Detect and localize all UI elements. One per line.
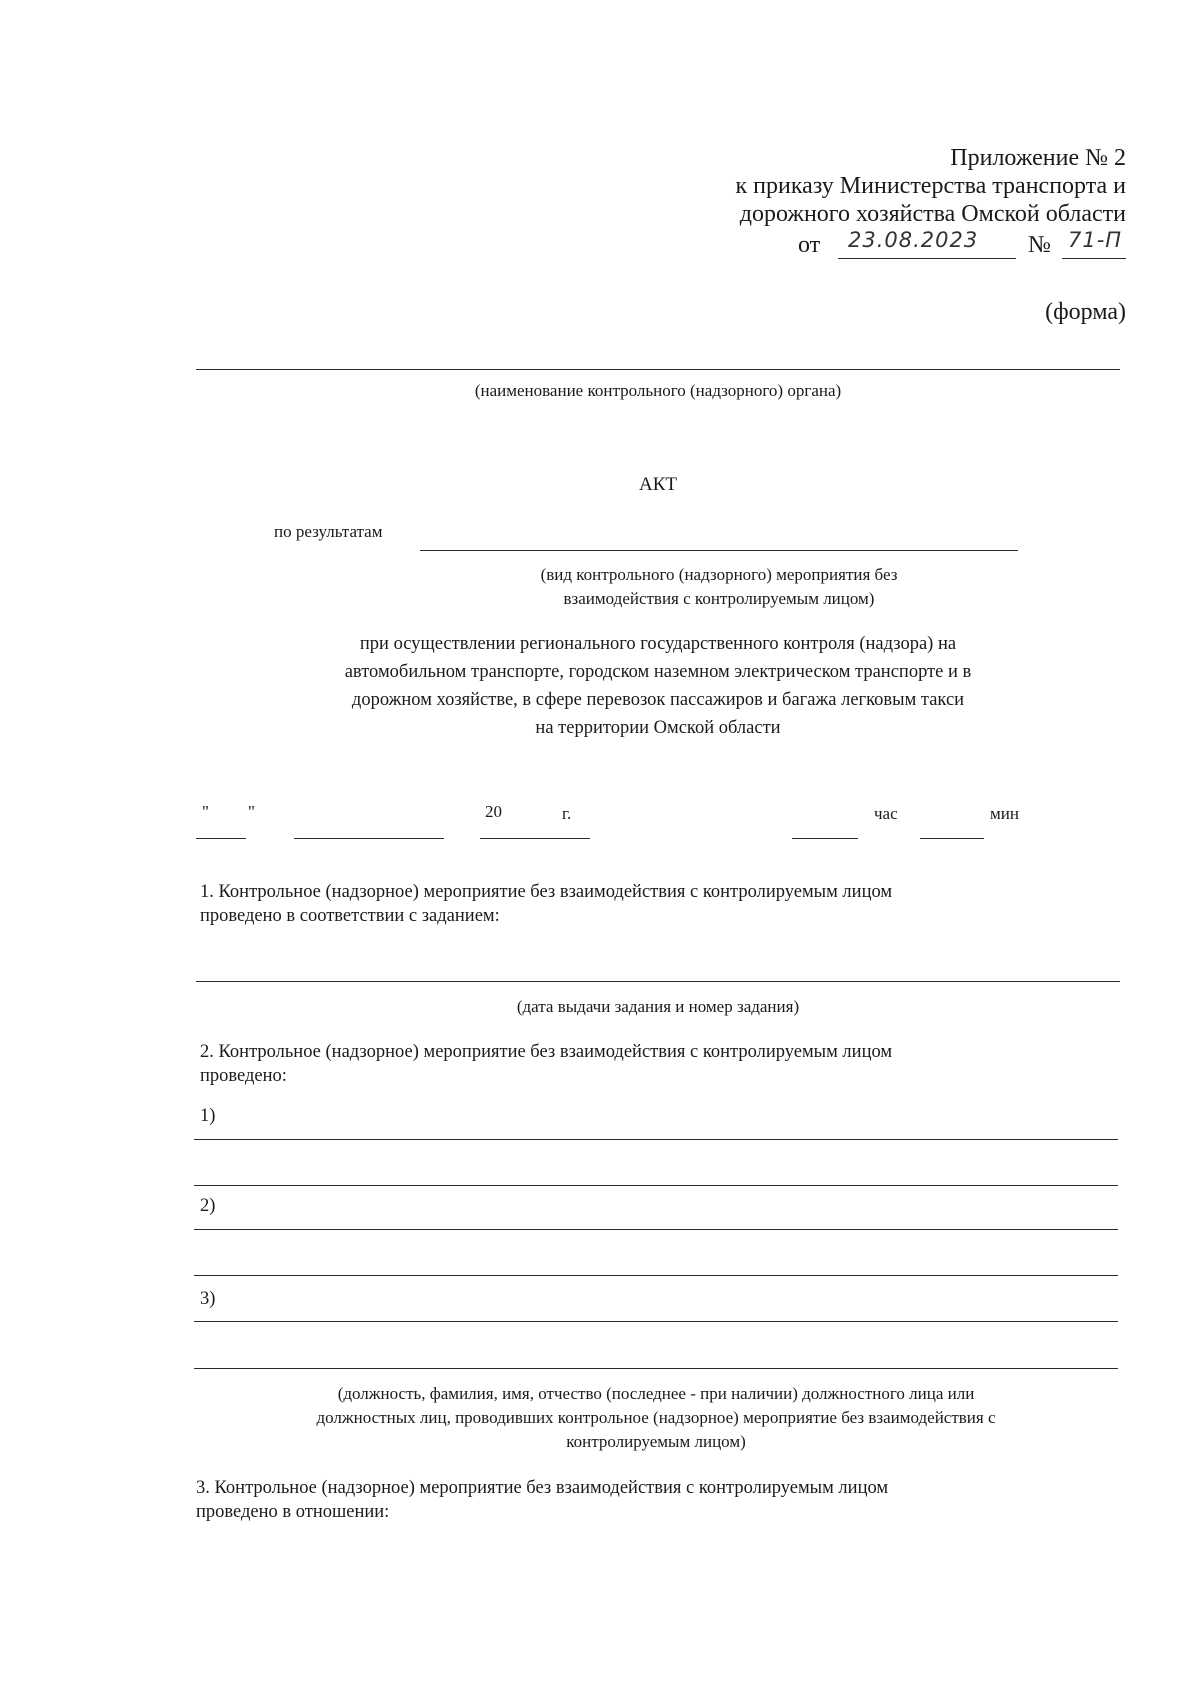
official-1-line-b[interactable] [194, 1185, 1118, 1186]
organ-name-caption: (наименование контрольного (надзорного) органа) [474, 381, 842, 400]
official-3-line-b[interactable] [194, 1368, 1118, 1369]
order-date-row [796, 228, 1126, 258]
year-suffix: г. [562, 804, 572, 823]
official-3-line-a[interactable] [194, 1321, 1118, 1322]
section1-text-1: 1. Контрольное (надзорное) мероприятие без взаимодействия с контролируемым лицом [200, 882, 893, 902]
results-label: по результатам [274, 522, 383, 541]
task-details-caption: (дата выдачи задания и номер задания) [516, 997, 800, 1016]
official-item-3-label: 3) [200, 1289, 216, 1309]
number-prefix: № [1028, 232, 1051, 258]
act-description-2: автомобильном транспорте, городском наземном электрическом транспорте и в [344, 662, 972, 682]
year-field[interactable] [480, 838, 590, 839]
official-2-line-a[interactable] [194, 1229, 1118, 1230]
order-date-value: 23.08.2023 [848, 228, 979, 252]
month-field[interactable] [294, 838, 444, 839]
organ-name-line[interactable] [196, 369, 1120, 370]
section2-text-2: проведено: [200, 1066, 287, 1086]
section2-text-1: 2. Контрольное (надзорное) мероприятие без взаимодействия с контролируемым лицом [200, 1042, 893, 1062]
task-details-line[interactable] [196, 981, 1120, 982]
year-prefix: 20 [485, 802, 502, 821]
act-description-1: при осуществлении регионального государственного контроля (надзора) на [359, 634, 957, 654]
date-prefix: от [798, 232, 821, 258]
officials-caption-3: контролируемым лицом) [566, 1432, 746, 1451]
event-type-caption-1: (вид контрольного (надзорного) мероприятия без [540, 565, 898, 584]
act-datetime-row [0, 800, 1200, 850]
ministry-name: дорожного хозяйства Омской области [739, 201, 1126, 227]
number-underline [1062, 258, 1126, 259]
minute-label: мин [990, 804, 1019, 823]
official-2-line-b[interactable] [194, 1275, 1118, 1276]
quote-close: " [248, 802, 255, 821]
act-description-4: на территории Омской области [535, 718, 781, 738]
official-item-1-label: 1) [200, 1106, 216, 1126]
official-item-2-label: 2) [200, 1196, 216, 1216]
event-type-line[interactable] [420, 550, 1018, 551]
act-title: АКТ [639, 474, 677, 495]
hour-field[interactable] [792, 838, 858, 839]
date-underline [838, 258, 1016, 259]
day-field[interactable] [196, 838, 246, 839]
act-description-3: дорожном хозяйстве, в сфере перевозок пассажиров и багажа легковым такси [351, 690, 965, 710]
appendix-number: Приложение № 2 [950, 145, 1126, 171]
minute-field[interactable] [920, 838, 984, 839]
officials-caption-1: (должность, фамилия, имя, отчество (последнее - при наличии) должностного лица или [337, 1384, 975, 1403]
order-number-value: 71-П [1068, 228, 1123, 252]
official-1-line-a[interactable] [194, 1139, 1118, 1140]
hour-label: час [874, 804, 898, 823]
form-label: (форма) [1045, 299, 1126, 325]
officials-caption-2: должностных лиц, проводивших контрольное (надзорное) мероприятие без взаимодействия с [316, 1408, 996, 1427]
quote-open: " [202, 802, 209, 821]
section1-text-2: проведено в соответствии с заданием: [200, 906, 500, 926]
section3-text-1: 3. Контрольное (надзорное) мероприятие без взаимодействия с контролируемым лицом [196, 1478, 889, 1498]
order-reference: к приказу Министерства транспорта и [735, 173, 1126, 199]
section3-text-2: проведено в отношении: [196, 1502, 390, 1522]
event-type-caption-2: взаимодействия с контролируемым лицом) [563, 589, 875, 608]
